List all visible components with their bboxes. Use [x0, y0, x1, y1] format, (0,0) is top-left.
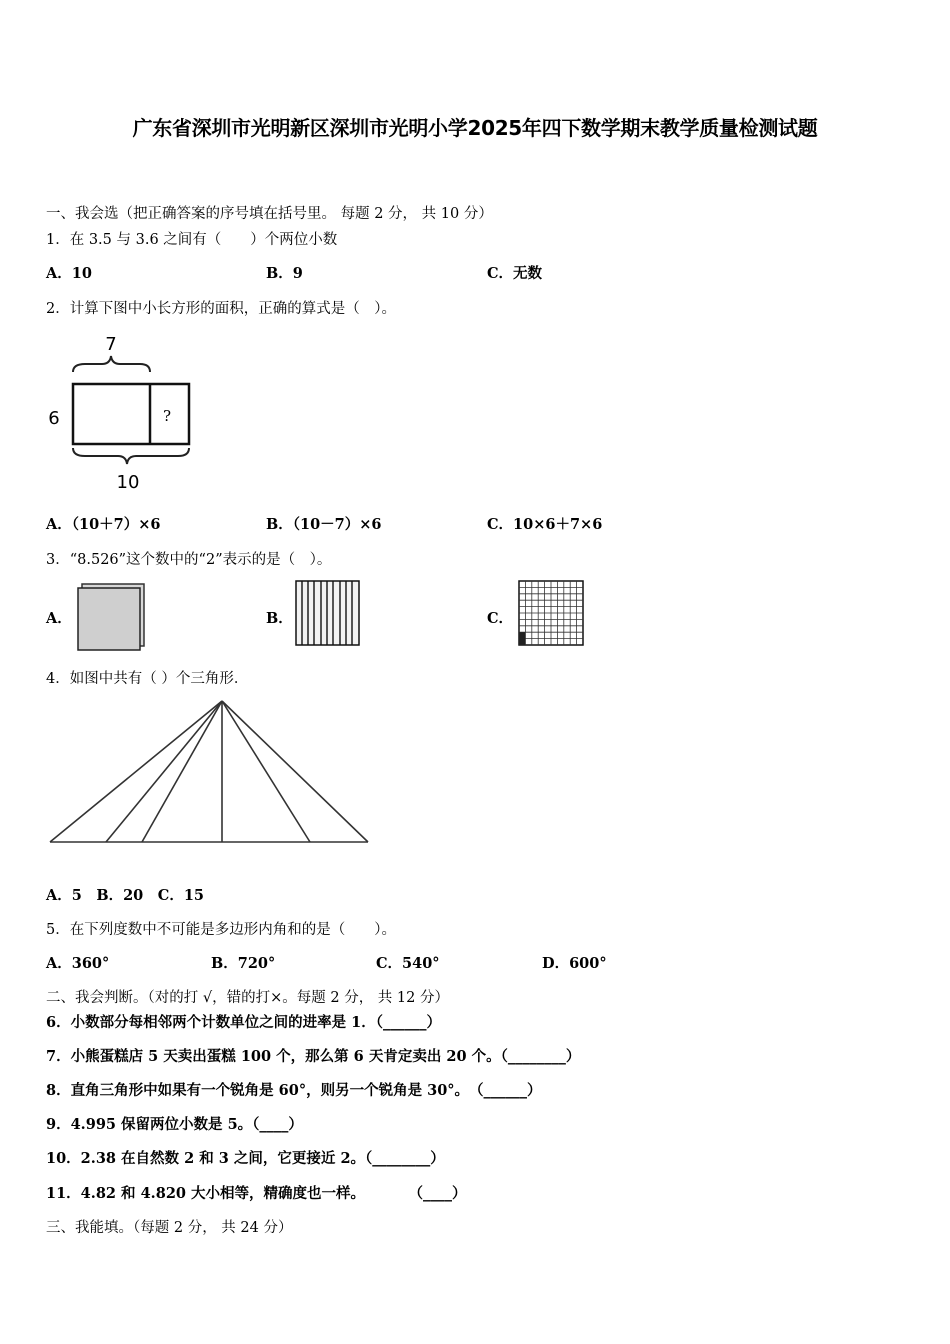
question-2-option-b: B．（10－7）×6: [266, 516, 382, 533]
rectangle-figure: [40, 332, 200, 492]
question-1-stem: 1．在 3.5 与 3.6 之间有（ ）个两位小数: [46, 232, 338, 248]
question-6: 6．小数部分每相邻两个计数单位之间的进率是 1．（______）: [46, 1014, 441, 1031]
question-2-option-c: C．10×6＋7×6: [487, 516, 603, 533]
side-label: 6: [48, 408, 60, 429]
question-8: 8．直角三角形中如果有一个锐角是 60°，则另一个锐角是 30°。 （______）: [46, 1082, 542, 1099]
question-11: 11．4.82 和 4.820 大小相等，精确度也一样。 （____）: [46, 1185, 467, 1202]
section-1-heading: 一、我会选（把正确答案的序号填在括号里。 每题 2 分， 共 10 分）: [46, 206, 493, 222]
question-5-option-a: A．360°: [46, 955, 110, 972]
unknown-label: ?: [162, 407, 172, 425]
question-3-option-c: C．: [487, 610, 514, 627]
question-4-options: A．5 B．20 C．15: [46, 887, 204, 904]
question-10: 10．2.38 在自然数 2 和 3 之间，它更接近 2。（________）: [46, 1150, 445, 1167]
bottom-label: 10: [116, 472, 140, 493]
square-stack-image: [76, 582, 146, 652]
question-2-stem: 2．计算下图中小长方形的面积，正确的算式是（ ）。: [46, 301, 396, 317]
question-3-stem: 3．“8.526”这个数中的“2”表示的是（ ）。: [46, 552, 332, 568]
question-3-option-b: B．: [266, 610, 293, 627]
question-9: 9．4.995 保留两位小数是 5。（____）: [46, 1116, 303, 1133]
striped-square-image: [295, 580, 361, 646]
question-1-option-a: A．10: [46, 265, 92, 282]
question-5-option-c: C．540°: [376, 955, 440, 972]
question-1-option-c: C．无数: [487, 265, 543, 282]
question-5-stem: 5．在下列度数中不可能是多边形内角和的是（ ）。: [46, 922, 396, 938]
question-4-stem: 4．如图中共有（ ）个三角形．: [46, 671, 249, 687]
question-1-option-b: B．9: [266, 265, 303, 282]
page-title: 广东省深圳市光明新区深圳市光明小学2025年四下数学期末教学质量检测试题: [132, 116, 818, 140]
section-2-heading: 二、我会判断。（对的打 √，错的打×。每题 2 分， 共 12 分）: [46, 990, 449, 1006]
triangle-figure: [46, 698, 376, 848]
grid-square-image: [518, 580, 584, 646]
question-2-option-a: A．（10＋7）×6: [46, 516, 161, 533]
question-3-option-a: A．: [46, 610, 72, 627]
question-5-option-b: B．720°: [211, 955, 276, 972]
section-3-heading: 三、我能填。（每题 2 分， 共 24 分）: [46, 1220, 293, 1236]
top-label: 7: [105, 334, 117, 355]
question-7: 7．小熊蛋糕店 5 天卖出蛋糕 100 个，那么第 6 天肯定卖出 20 个。（________）: [46, 1048, 581, 1065]
question-5-option-d: D．600°: [542, 955, 607, 972]
